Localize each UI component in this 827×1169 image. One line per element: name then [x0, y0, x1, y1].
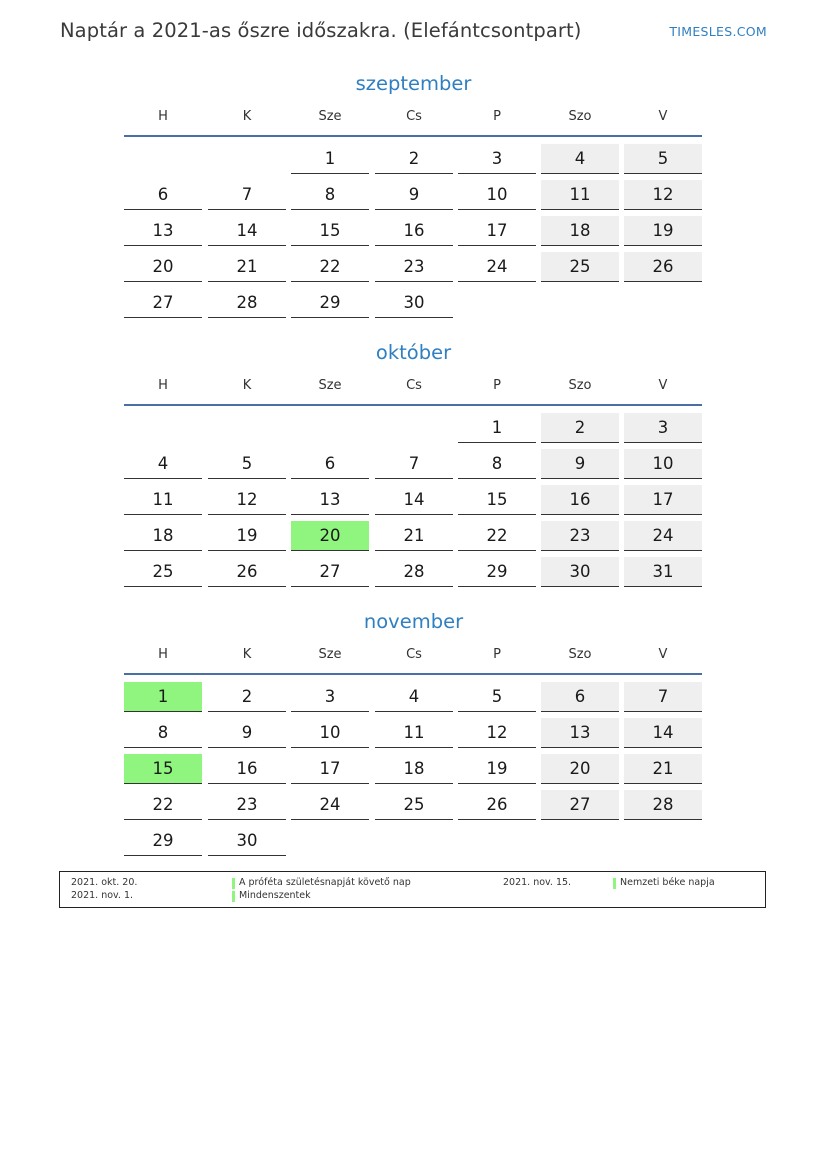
day-cell: 8 — [124, 718, 202, 748]
day-cell: 2 — [541, 413, 619, 443]
day-cell: 11 — [541, 180, 619, 210]
weekday-label: Cs — [406, 647, 422, 662]
legend-holiday-name: Nemzeti béke napja — [620, 877, 715, 888]
day-cell: 6 — [541, 682, 619, 712]
weekday-label: K — [242, 109, 252, 124]
day-cell: 9 — [208, 718, 286, 748]
weekday-label: H — [158, 378, 168, 393]
day-cell: 24 — [624, 521, 702, 551]
day-cell: 6 — [291, 449, 369, 479]
day-cell: 18 — [375, 754, 453, 784]
weekday-label: Sze — [318, 378, 342, 393]
day-cell: 1 — [458, 413, 536, 443]
holiday-marker — [232, 891, 235, 902]
day-cell: 15 — [291, 216, 369, 246]
weekday-label: P — [493, 378, 501, 393]
day-cell: 26 — [208, 557, 286, 587]
day-cell: 7 — [375, 449, 453, 479]
weekday-header — [124, 109, 702, 131]
day-cell: 15 — [458, 485, 536, 515]
holiday-day-cell: 20 — [291, 521, 369, 551]
header-divider — [124, 404, 702, 406]
weekday-label: K — [242, 378, 252, 393]
month-title: október — [375, 341, 452, 364]
weekday-label: Szo — [568, 647, 592, 662]
legend-holiday-name: A próféta születésnapját követő nap — [239, 877, 411, 888]
day-cell: 20 — [124, 252, 202, 282]
weekday-label: Sze — [318, 109, 342, 124]
month-title: szeptember — [355, 72, 472, 95]
day-cell: 10 — [624, 449, 702, 479]
holiday-day-cell: 1 — [124, 682, 202, 712]
weekday-label: Szo — [568, 378, 592, 393]
day-cell: 17 — [458, 216, 536, 246]
day-cell: 23 — [541, 521, 619, 551]
day-cell: 25 — [375, 790, 453, 820]
holiday-day-cell: 15 — [124, 754, 202, 784]
weekday-label: Sze — [318, 647, 342, 662]
weekday-label: V — [658, 378, 668, 393]
day-cell: 26 — [624, 252, 702, 282]
day-cell: 6 — [124, 180, 202, 210]
day-cell: 2 — [208, 682, 286, 712]
day-cell: 27 — [291, 557, 369, 587]
day-cell: 5 — [208, 449, 286, 479]
holiday-marker — [232, 878, 235, 889]
day-cell: 9 — [375, 180, 453, 210]
day-cell: 7 — [624, 682, 702, 712]
day-cell: 28 — [208, 288, 286, 318]
day-cell: 9 — [541, 449, 619, 479]
weekday-label: H — [158, 109, 168, 124]
day-cell: 3 — [291, 682, 369, 712]
day-cell: 4 — [541, 144, 619, 174]
day-cell: 31 — [624, 557, 702, 587]
legend-date: 2021. okt. 20. — [71, 877, 138, 888]
day-cell: 16 — [208, 754, 286, 784]
day-cell: 13 — [541, 718, 619, 748]
day-cell: 27 — [541, 790, 619, 820]
legend-date: 2021. nov. 1. — [71, 890, 134, 901]
day-cell: 21 — [624, 754, 702, 784]
holiday-marker — [613, 878, 616, 889]
day-cell: 8 — [458, 449, 536, 479]
weekday-label: Cs — [406, 378, 422, 393]
day-cell: 10 — [291, 718, 369, 748]
day-cell: 24 — [291, 790, 369, 820]
day-cell: 5 — [458, 682, 536, 712]
day-cell: 28 — [375, 557, 453, 587]
day-cell: 27 — [124, 288, 202, 318]
day-cell: 23 — [208, 790, 286, 820]
day-cell: 19 — [624, 216, 702, 246]
legend-item — [613, 877, 715, 888]
day-cell: 18 — [124, 521, 202, 551]
day-cell: 17 — [291, 754, 369, 784]
day-cell: 21 — [208, 252, 286, 282]
day-cell: 21 — [375, 521, 453, 551]
day-cell: 24 — [458, 252, 536, 282]
day-cell: 5 — [624, 144, 702, 174]
day-cell: 29 — [458, 557, 536, 587]
day-cell: 14 — [375, 485, 453, 515]
weekday-label: V — [658, 109, 668, 124]
day-cell: 8 — [291, 180, 369, 210]
day-cell: 16 — [541, 485, 619, 515]
page-title: Naptár a 2021-as őszre időszakra. (Elefántcsontpart) — [60, 19, 582, 42]
day-cell: 22 — [458, 521, 536, 551]
weekday-label: Szo — [568, 109, 592, 124]
day-cell: 4 — [375, 682, 453, 712]
day-cell: 30 — [375, 288, 453, 318]
day-cell: 23 — [375, 252, 453, 282]
header-divider — [124, 135, 702, 137]
brand-link[interactable]: TIMESLES.COM — [669, 24, 767, 39]
day-cell: 22 — [291, 252, 369, 282]
weekday-label: Cs — [406, 109, 422, 124]
day-cell: 4 — [124, 449, 202, 479]
day-cell: 30 — [541, 557, 619, 587]
day-cell: 19 — [458, 754, 536, 784]
weekday-label: P — [493, 109, 501, 124]
legend-item — [232, 890, 311, 901]
weekday-label: P — [493, 647, 501, 662]
day-cell: 11 — [375, 718, 453, 748]
day-cell: 12 — [624, 180, 702, 210]
legend-date: 2021. nov. 15. — [503, 877, 572, 888]
day-cell: 19 — [208, 521, 286, 551]
day-cell: 20 — [541, 754, 619, 784]
holiday-legend — [59, 871, 766, 908]
weekday-header — [124, 378, 702, 400]
day-cell: 25 — [124, 557, 202, 587]
day-cell: 16 — [375, 216, 453, 246]
day-cell: 1 — [291, 144, 369, 174]
day-cell: 11 — [124, 485, 202, 515]
weekday-label: K — [242, 647, 252, 662]
day-cell: 12 — [458, 718, 536, 748]
day-cell: 12 — [208, 485, 286, 515]
day-cell: 28 — [624, 790, 702, 820]
day-cell: 22 — [124, 790, 202, 820]
legend-holiday-name: Mindenszentek — [239, 890, 311, 901]
day-cell: 29 — [291, 288, 369, 318]
day-cell: 14 — [624, 718, 702, 748]
day-cell: 30 — [208, 826, 286, 856]
header-divider — [124, 673, 702, 675]
day-cell: 29 — [124, 826, 202, 856]
month-title: november — [363, 610, 464, 633]
day-cell: 10 — [458, 180, 536, 210]
day-cell: 13 — [291, 485, 369, 515]
day-cell: 18 — [541, 216, 619, 246]
weekday-label: V — [658, 647, 668, 662]
day-cell: 3 — [458, 144, 536, 174]
day-cell: 7 — [208, 180, 286, 210]
day-cell: 2 — [375, 144, 453, 174]
weekday-label: H — [158, 647, 168, 662]
weekday-header — [124, 647, 702, 669]
day-cell: 25 — [541, 252, 619, 282]
day-cell: 14 — [208, 216, 286, 246]
day-cell: 17 — [624, 485, 702, 515]
day-cell: 13 — [124, 216, 202, 246]
day-cell: 3 — [624, 413, 702, 443]
day-cell: 26 — [458, 790, 536, 820]
legend-item — [232, 877, 411, 888]
